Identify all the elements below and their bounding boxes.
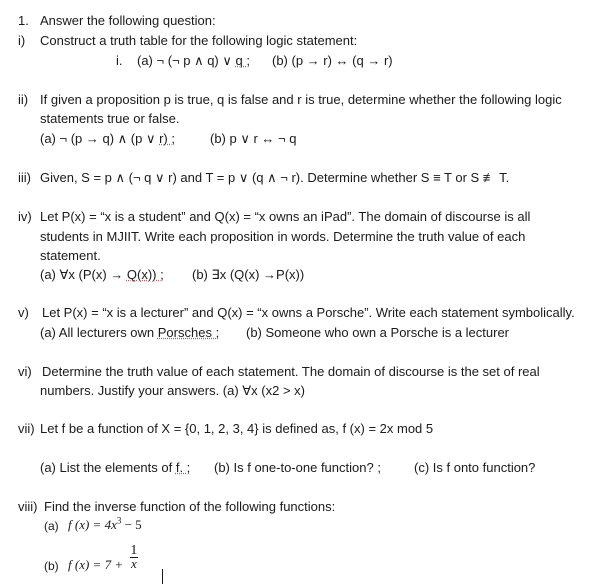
part-v-statement-b: (b) Someone who own a Porsche is a lecturer <box>246 325 510 340</box>
part-vii-statement-c: (c) Is f onto function? <box>414 460 536 475</box>
part-iv-text-line3: statement. <box>40 248 101 263</box>
fraction-numerator: 1 <box>130 543 138 558</box>
part-v-statement-a: (a) All lecturers own Porsches ; <box>40 325 220 340</box>
part-viii-a-label: (a) <box>44 519 59 533</box>
part-vii-statement-b: (b) Is f one-to-one function? ; <box>214 460 381 475</box>
part-iii-text: Given, S = p ∧ (¬ q ∨ r) and T = p ∨ (q ∧ ¬ r). Determine whether S ≡ T or S ≢ T. <box>40 170 510 185</box>
question-number: 1. <box>18 13 29 28</box>
part-vii-statement-a: (a) List the elements of f. ; <box>40 460 191 475</box>
fraction-denominator: x <box>131 556 137 571</box>
part-iv-statement-a: (a) ∀x (P(x) → Q(x)) ; <box>40 267 164 282</box>
part-viii-a-formula: f $(x) = 4x^3 - 5$ <box>68 515 142 532</box>
part-viii-text: Find the inverse function of the following functions: <box>44 499 336 514</box>
part-vi-text-line1: Determine the truth value of each statement. The domain of discourse is the set of real <box>42 364 540 379</box>
part-i-statement-a: (a) ¬ (¬ p ∧ q) ∨ q ; <box>137 53 250 68</box>
part-vii-text-line1: Let f be a function of X = {0, 1, 2, 3, 4} is defined as, f (x) = 2x mod 5 <box>40 421 434 436</box>
part-iv-statement-b: (b) ∃x (Q(x) →P(x)) <box>192 267 305 282</box>
part-ii-statement-b: (b) p ∨ r ↔ ¬ q <box>210 131 297 146</box>
part-i-sub-number: i. <box>116 53 123 68</box>
part-ii-number: ii) <box>18 92 29 107</box>
part-vi-text-line2: numbers. Justify your answers. (a) ∀x (x2 > x) <box>40 383 305 398</box>
part-ii-text-line2: statements true or false. <box>40 111 180 126</box>
part-v-text-line1: Let P(x) = “x is a lecturer” and Q(x) = “x owns a Porsche”. Write each statement symbolically. <box>42 305 575 320</box>
part-viii-b-label: (b) <box>44 559 59 573</box>
part-ii-text-line1: If given a proposition p is true, q is false and r is true, determine whether the following logic <box>40 92 562 107</box>
part-iv-text-line2: students in MJIIT. Write each proposition in words. Determine the truth value of each <box>40 229 526 244</box>
part-iv-text-line1: Let P(x) = “x is a student” and Q(x) = “x owns an iPad”. The domain of discourse is all <box>40 209 531 224</box>
part-iii-number: iii) <box>18 170 31 185</box>
part-iv-number: iv) <box>18 209 32 224</box>
part-ii-statement-a: (a) ¬ (p → q) ∧ (p ∨ r) ; <box>40 131 175 146</box>
part-i-statement-b: (b) (p → r) ↔ (q → r) <box>272 53 393 68</box>
part-v-number: v) <box>18 305 29 320</box>
part-viii-b-formula: f (x) = 7 + <box>68 557 124 572</box>
part-i-text: Construct a truth table for the following logic statement: <box>40 33 358 48</box>
part-i-number: i) <box>18 33 26 48</box>
question-title: Answer the following question: <box>40 13 216 28</box>
part-viii-b-fraction <box>130 545 138 570</box>
text-cursor <box>162 569 163 584</box>
part-viii-number: viii) <box>18 499 38 514</box>
part-vii-number: vii) <box>18 421 35 436</box>
part-vi-number: vi) <box>18 364 32 379</box>
